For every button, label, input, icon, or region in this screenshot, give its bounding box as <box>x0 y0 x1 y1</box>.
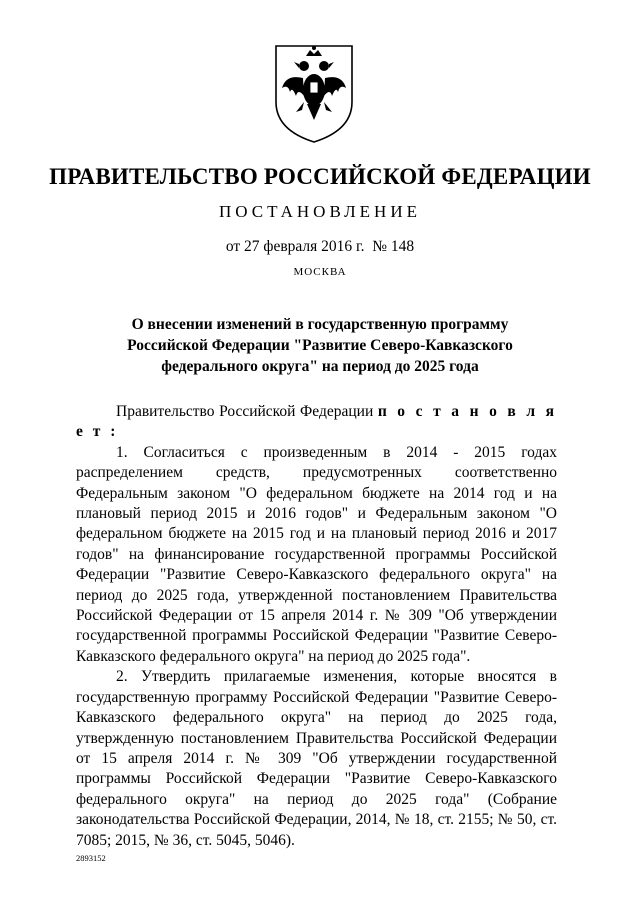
intro-verb: п о с т а н о в л я е т : <box>76 403 557 441</box>
document-type: ПОСТАНОВЛЕНИЕ <box>218 202 421 221</box>
coat-of-arms-icon <box>272 40 356 144</box>
document-body <box>76 402 557 851</box>
paragraph-1: 1. Согласиться с произведенным в 2014 - 2015 годах распределением средств, предусмотренных соответственно Федеральным законом "О федеральном бюджете на 2014 год и на плановый период 2015 и 2016 годов" и Федеральным законом "О федеральном бюджете на 2015 год и на плановый период 2016 и 2017 годов" на финансирование государственной программы Российской Федерации "Развитие Северо-Кавказского федерального округа" на период до 2025 года, утвержденной постановлением Правительства Российской Федерации от 15 апреля 2014 г. № 309 "Об утверждении государственной программы Российской Федерации "Развитие Северо-Кавказского федерального округа" на период до 2025 года". <box>76 443 557 665</box>
document-code: 2893152 <box>76 853 106 863</box>
document-subject: О внесении изменений в государственную программу Российской Федерации "Развитие Северо-Кавказского федерального округа" на период до 2025 года <box>127 316 513 375</box>
intro-paragraph <box>76 402 557 443</box>
document-city: МОСКВА <box>293 266 347 278</box>
document-date-number: от 27 февраля 2016 г. № 148 <box>225 238 415 255</box>
government-title: ПРАВИТЕЛЬСТВО РОССИЙСКОЙ ФЕДЕРАЦИИ <box>49 164 591 189</box>
paragraph-2: 2. Утвердить прилагаемые изменения, которые вносятся в государственную программу Российской Федерации "Развитие Северо-Кавказского федерального округа" на период до 2025 года, утвержденную постановлением Правительства Российской Федерации от 15 апреля 2014 г. № 309 "Об утверждении государственной программы Российской Федерации "Развитие Северо-Кавказского федерального округа" на период до 2025 года" (Собрание законодательства Российской Федерации, 2014, № 18, ст. 2155; № 50, ст. 7085; 2015, № 36, ст. 5045, 5046). <box>76 668 557 849</box>
intro-prefix: Правительство Российской Федерации <box>116 403 378 420</box>
